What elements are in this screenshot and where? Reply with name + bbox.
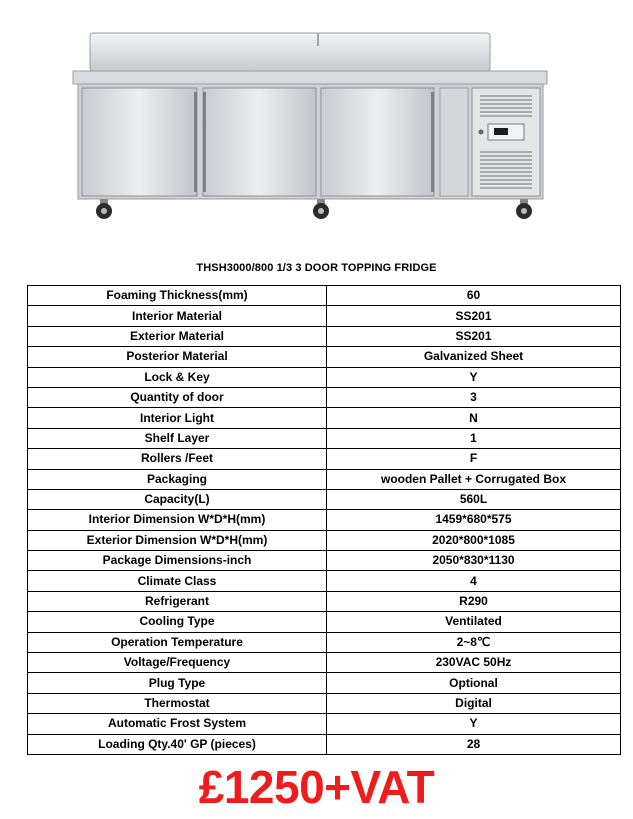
- spec-value: SS201: [327, 326, 621, 346]
- table-row: [28, 551, 621, 571]
- spec-value: Optional: [327, 673, 621, 693]
- spec-value: 4: [327, 571, 621, 591]
- spec-label: Thermostat: [28, 693, 327, 713]
- spec-value: Y: [327, 367, 621, 387]
- spec-value: Ventilated: [327, 612, 621, 632]
- spec-label: Interior Dimension W*D*H(mm): [28, 510, 327, 530]
- spec-value: 28: [327, 734, 621, 754]
- spec-label: Interior Light: [28, 408, 327, 428]
- spec-label: Rollers /Feet: [28, 449, 327, 469]
- table-row: [28, 591, 621, 611]
- spec-value: 230VAC 50Hz: [327, 653, 621, 673]
- spec-table: [27, 285, 621, 755]
- door-1: [82, 88, 197, 196]
- spec-value: F: [327, 449, 621, 469]
- door-3: [321, 88, 434, 196]
- spec-value: Y: [327, 714, 621, 734]
- spec-label: Shelf Layer: [28, 428, 327, 448]
- spec-label: Loading Qty.40' GP (pieces): [28, 734, 327, 754]
- spec-label: Cooling Type: [28, 612, 327, 632]
- caster-wheels: [96, 199, 532, 219]
- spec-value: 1: [327, 428, 621, 448]
- table-row: [28, 612, 621, 632]
- spec-label: Exterior Dimension W*D*H(mm): [28, 530, 327, 550]
- table-row: [28, 286, 621, 306]
- spec-label: Packaging: [28, 469, 327, 489]
- table-row: [28, 510, 621, 530]
- spec-value: N: [327, 408, 621, 428]
- spec-value: Galvanized Sheet: [327, 347, 621, 367]
- table-row: [28, 387, 621, 407]
- table-row: [28, 714, 621, 734]
- spec-label: Operation Temperature: [28, 632, 327, 652]
- table-row: [28, 693, 621, 713]
- table-row: [28, 489, 621, 509]
- table-row: [28, 408, 621, 428]
- spec-label: Plug Type: [28, 673, 327, 693]
- table-row: [28, 449, 621, 469]
- table-row: [28, 571, 621, 591]
- spec-label: Exterior Material: [28, 326, 327, 346]
- table-row: [28, 347, 621, 367]
- spec-value: 560L: [327, 489, 621, 509]
- table-row: [28, 469, 621, 489]
- table-row: [28, 530, 621, 550]
- product-title: THSH3000/800 1/3 3 DOOR TOPPING FRIDGE: [196, 262, 437, 274]
- spec-value: 1459*680*575: [327, 510, 621, 530]
- spec-label: Voltage/Frequency: [28, 653, 327, 673]
- table-row: [28, 428, 621, 448]
- spec-value: Digital: [327, 693, 621, 713]
- spec-value: wooden Pallet + Corrugated Box: [327, 469, 621, 489]
- table-row: [28, 306, 621, 326]
- spec-value: 2050*830*1130: [327, 551, 621, 571]
- spec-label: Capacity(L): [28, 489, 327, 509]
- spec-label: Posterior Material: [28, 347, 327, 367]
- spec-value: 60: [327, 286, 621, 306]
- table-row: [28, 734, 621, 754]
- fridge-lid: [90, 33, 490, 71]
- spec-value: 2~8℃: [327, 632, 621, 652]
- spec-label: Quantity of door: [28, 387, 327, 407]
- table-row: [28, 653, 621, 673]
- spec-value: SS201: [327, 306, 621, 326]
- spec-label: Interior Material: [28, 306, 327, 326]
- spec-label: Package Dimensions-inch: [28, 551, 327, 571]
- table-row: [28, 326, 621, 346]
- fridge-countertop: [73, 71, 547, 84]
- product-image: [70, 28, 550, 223]
- door-2: [203, 88, 316, 196]
- spec-label: Refrigerant: [28, 591, 327, 611]
- table-row: [28, 673, 621, 693]
- spec-value: 2020*800*1085: [327, 530, 621, 550]
- spec-label: Automatic Frost System: [28, 714, 327, 734]
- table-row: [28, 632, 621, 652]
- spec-label: Climate Class: [28, 571, 327, 591]
- price-label: £1250+VAT: [198, 761, 435, 813]
- spec-label: Foaming Thickness(mm): [28, 286, 327, 306]
- spec-value: 3: [327, 387, 621, 407]
- spec-value: R290: [327, 591, 621, 611]
- spec-label: Lock & Key: [28, 367, 327, 387]
- table-row: [28, 367, 621, 387]
